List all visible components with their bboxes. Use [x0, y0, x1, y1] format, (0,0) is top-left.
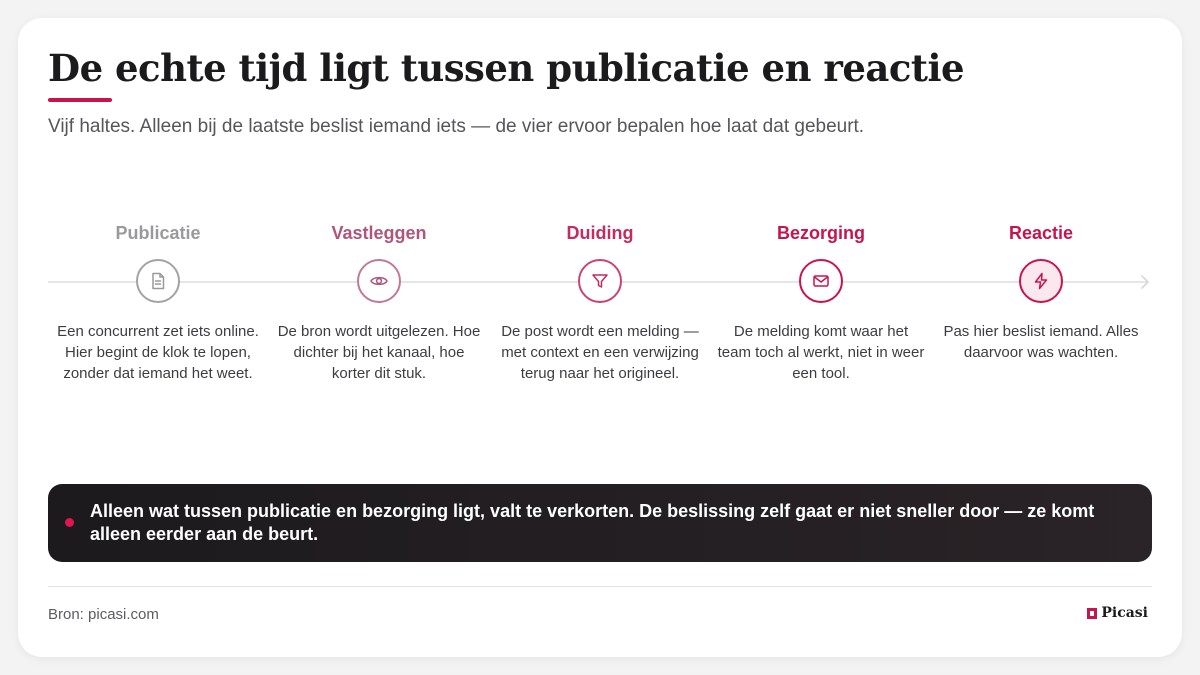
- page-title: De echte tijd ligt tussen publicatie en reactie: [48, 46, 965, 90]
- step-vastleggen: [274, 220, 484, 382]
- lightning-icon: [1031, 271, 1051, 291]
- step-icon-circle: [357, 259, 401, 303]
- step-description: De bron wordt uitgelezen. Hoe dichter bij het kanaal, hoe korter dit stuk.: [277, 323, 481, 382]
- picasi-logo-icon: [1087, 608, 1097, 619]
- step-label: Duiding: [566, 223, 634, 243]
- brand-logo: [1087, 605, 1148, 621]
- mail-icon: [811, 271, 831, 291]
- document-icon: [148, 271, 168, 291]
- title-underline: [48, 98, 112, 102]
- step-label: Reactie: [1008, 223, 1074, 243]
- step-icon-circle: [136, 259, 180, 303]
- source-text: Bron: picasi.com: [48, 606, 159, 623]
- filter-icon: [590, 271, 610, 291]
- bullet-dot-icon: [65, 518, 74, 527]
- step-icon-circle: [799, 259, 843, 303]
- arrow-right-icon: [1135, 272, 1155, 292]
- callout-box: [48, 484, 1152, 562]
- eye-icon: [369, 271, 389, 291]
- footer-divider: [48, 586, 1152, 587]
- step-bezorging: [716, 220, 926, 382]
- callout-text: Alleen wat tussen publicatie en bezorging ligt, valt te verkorten. De beslissing zelf gaat er niet sneller door — ze komt alleen eerder aan de beurt.: [90, 501, 1095, 544]
- step-reactie: [936, 220, 1146, 361]
- step-icon-circle: [1019, 259, 1063, 303]
- step-description: De melding komt waar het team toch al werkt, niet in weer een tool.: [717, 323, 925, 382]
- step-duiding: [495, 220, 705, 382]
- step-publicatie: [53, 220, 263, 382]
- step-description: Een concurrent zet iets online. Hier begint de klok te lopen, zonder dat iemand het weet.: [57, 323, 259, 382]
- step-icon-circle: [578, 259, 622, 303]
- step-label: Vastleggen: [331, 223, 427, 243]
- step-description: Pas hier beslist iemand. Alles daarvoor was wachten.: [943, 323, 1139, 361]
- step-label: Publicatie: [115, 223, 201, 243]
- brand-name: Picasi: [1101, 605, 1148, 621]
- infographic-card: [18, 18, 1182, 657]
- step-description: De post wordt een melding — met context en een verwijzing terug naar het origineel.: [501, 323, 699, 382]
- step-label: Bezorging: [777, 223, 865, 243]
- page-subtitle: Vijf haltes. Alleen bij de laatste beslist iemand iets — de vier ervoor bepalen hoe laat dat gebeurt.: [48, 116, 865, 137]
